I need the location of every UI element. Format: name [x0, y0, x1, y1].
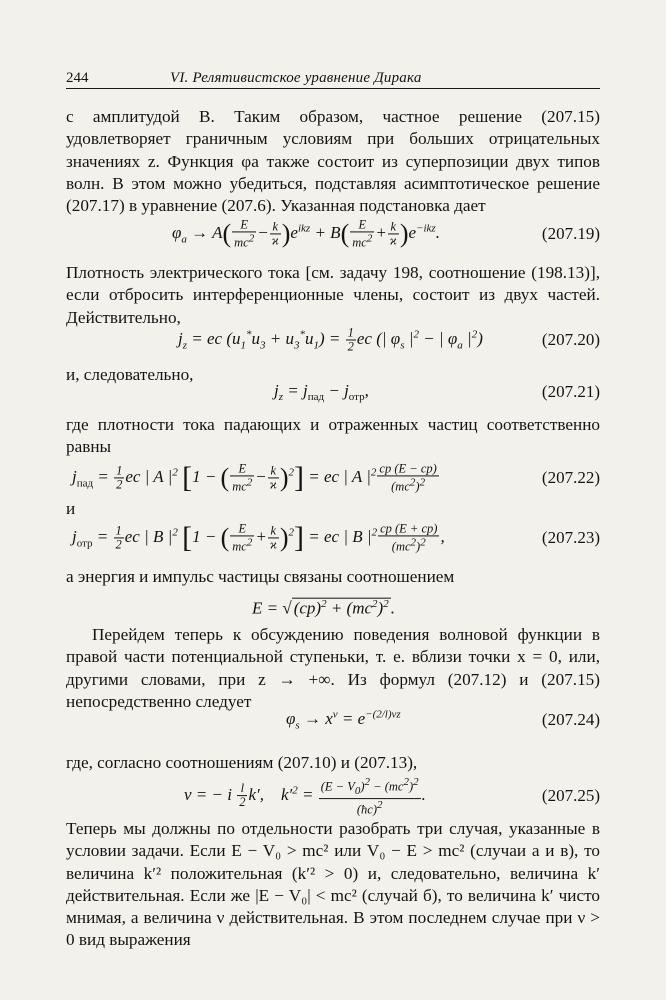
equation-number: (207.21) [541, 382, 600, 401]
paragraph-1: с амплитудой B. Таким образом, частное решение (207.15) удовлетворяет граничным условиям при больших отрицательных значениях z. Функция φa также состоит из суперпозиции двух типов волн. В этом можно убедиться, подставляя асимптотическое решение (207.17) в уравнение (207.6). Указанная подстановка дает [66, 107, 600, 216]
equation-number: (207.25) [541, 786, 600, 805]
equation-207-23: $j_{отр}$ = $\frac{1}{2}$ ec | B $|^2$ [1 − ( $\frac{E}{mc^2}$ + $\frac{k}{ϰ}$ )$^2$] = ec | B $|^2$ $\frac{cp (E + cp)}{(mc^2)^2}$ , (207.23) [72, 521, 600, 554]
equation-number: (207.20) [541, 330, 600, 349]
paragraph-6: а энергия и импульс частицы связаны соотношением [66, 567, 455, 586]
equation-number: (207.24) [541, 710, 600, 729]
paragraph-8: где, согласно соотношениям (207.10) и (207.13), [66, 753, 418, 772]
equation-207-20: $j_z$ = ec $(u_1^*u_3 + u_3^*u_1)$ = $\frac{1}{2}$ ec (| $\varphi_s$ $|^2$ − | $\varphi_a$ $|^2$) (207.20) [178, 325, 600, 354]
paragraph-2: Плотность электрического тока [см. задачу 198, соотношение (198.13)], если отбросить интерференционные члены, состоит из двух частей. Действительно, [66, 263, 600, 327]
equation-energy-momentum: E = √ $(cp)^2 + (mc^2)^2$ . [252, 597, 395, 618]
running-title: VI. Релятивистское уравнение Дирака [170, 70, 422, 86]
equation-number: (207.22) [541, 468, 600, 487]
running-header [66, 68, 600, 89]
equation-number: (207.23) [541, 528, 600, 547]
equation-207-22: $j_{пад}$ = $\frac{1}{2}$ ec | A $|^2$ [1 − ( $\frac{E}{mc^2}$ − $\frac{k}{ϰ}$ )$^2$] = ec | A $|^2$ $\frac{cp (E - cp)}{(mc^2)^2}$ (207.22) [72, 461, 600, 494]
equation-207-24: $\varphi_s \to x^\nu = e^{-(2/l)\nu z}$ (207.24) [286, 708, 600, 732]
equation-207-19: $\varphi_a \to A$( $\frac{E}{mc^2}$ − $\frac{k}{ϰ}$ )$e^{ikz} + B$( $\frac{E}{mc^2}$ + $\frac{k}{ϰ}$ )$e^{-ikz}$. (207.19) [172, 217, 600, 250]
paragraph-3: и, следовательно, [66, 365, 194, 384]
paragraph-7: Перейдем теперь к обсуждению поведения волновой функции в правой части потенциальной ступеньки, т. е. вблизи точки x = 0, или, другими словами, при z → +∞. Из формул (207.12) и (207.15) непосредственно следует [66, 625, 600, 711]
book-page [66, 0, 600, 1000]
equation-207-21: $j_z = j_{пад} - j_{отр}$, (207.21) [274, 380, 600, 404]
paragraph-5: и [66, 499, 76, 518]
paragraph-9: Теперь мы должны по отдельности разобрать три случая, указанные в условии задачи. Если E − V₀ > mc² или V₀ − E > mc² (случаи а и в), то величина k′² положительная (k′² > 0) и, следовательно, величина k′ действительная. Если же |E − V₀| < mc² (случай б), то величина k′ чисто мнимая, а величина ν действительная. В этом последнем случае при ν > 0 вид выражения [66, 819, 600, 950]
paragraph-4: где плотности тока падающих и отраженных частиц соответственно равны [66, 415, 600, 457]
equation-207-25: ν = − i $\frac{l}{2}$ k′, $k'^2$ = $\frac{(E - V_0)^2 - (mc^2)^2}{(ħc)^2}$ . (207.25) [184, 776, 600, 816]
page-number: 244 [66, 70, 89, 86]
equation-number: (207.19) [541, 224, 600, 243]
